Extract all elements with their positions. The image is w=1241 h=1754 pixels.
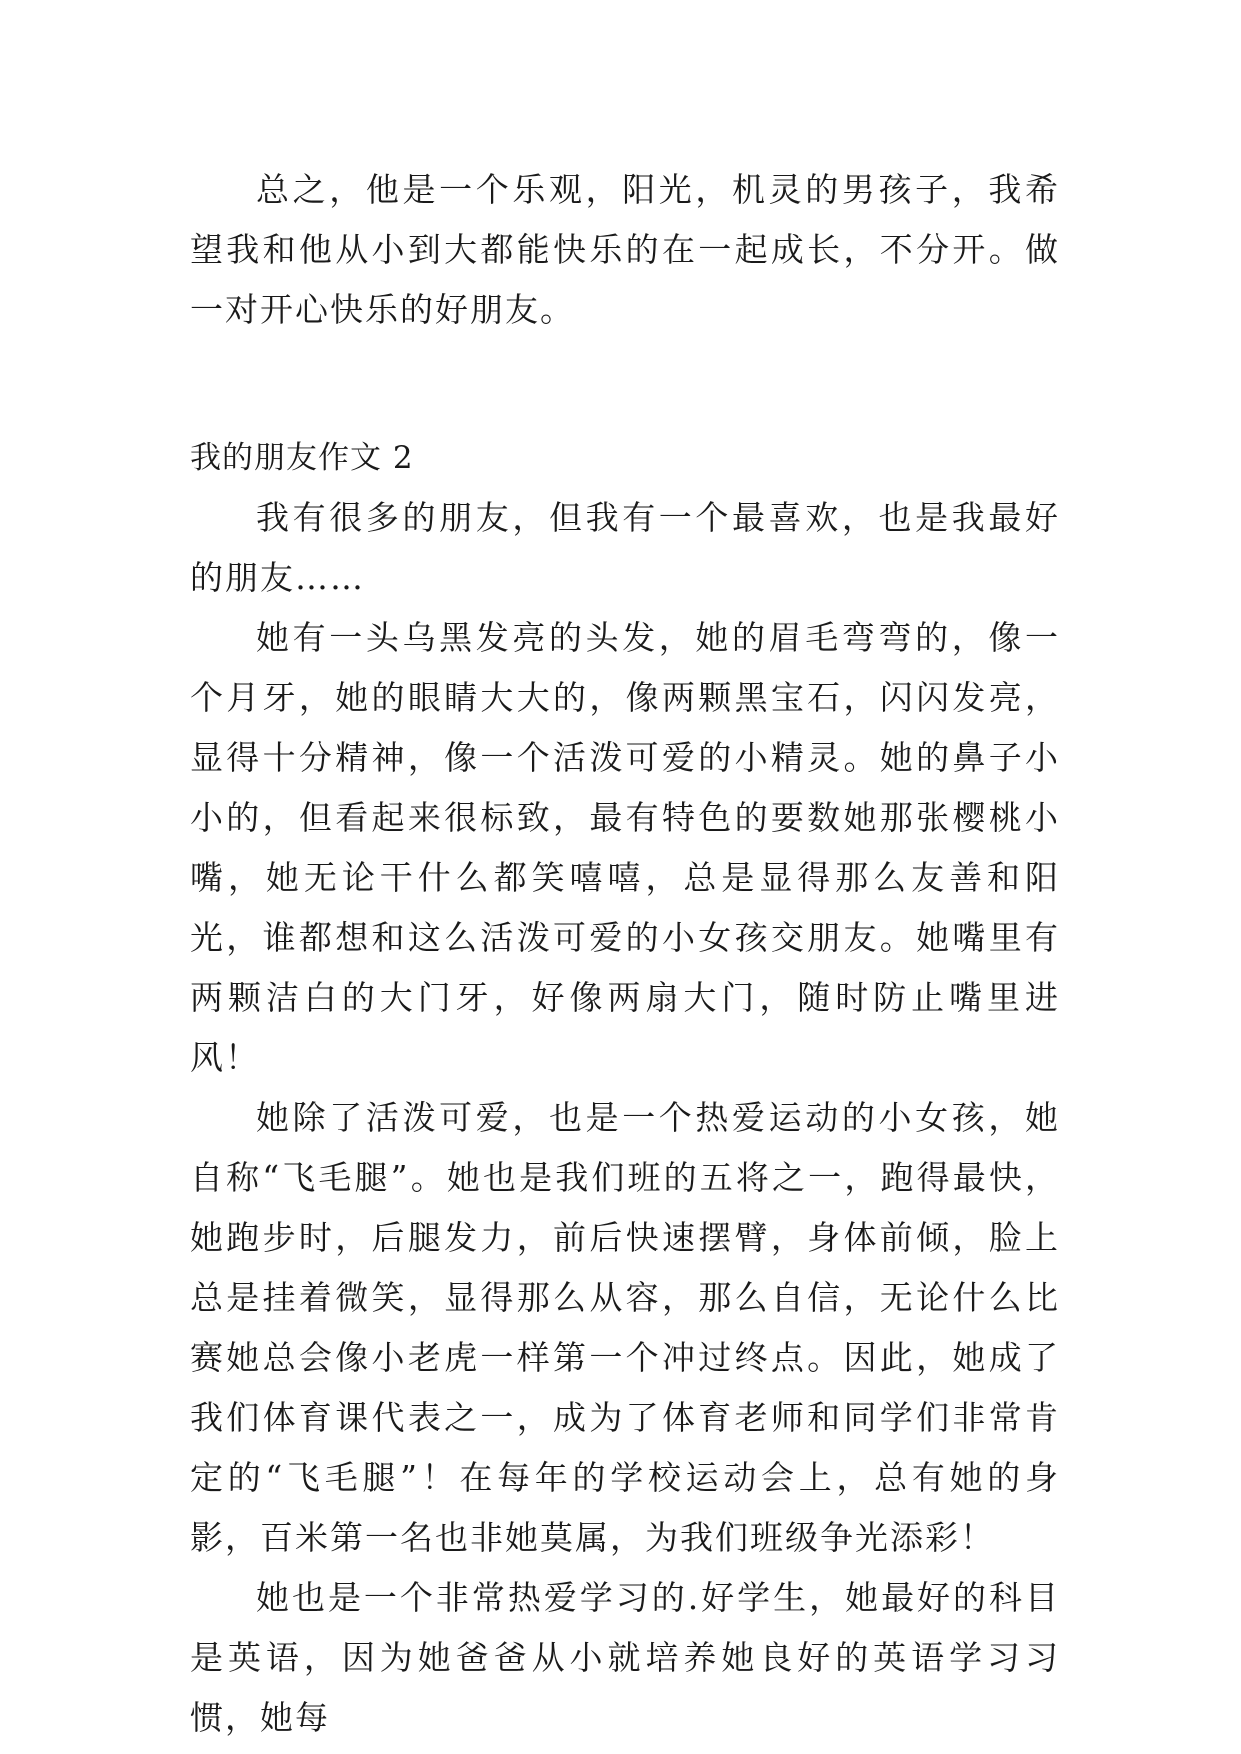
document-page (190, 160, 1060, 1748)
paragraph-spacer (190, 340, 1060, 428)
intro-paragraph: 总之，他是一个乐观，阳光，机灵的男孩子，我希望我和他从小到大都能快乐的在一起成长，不分开。做一对开心快乐的好朋友。 (190, 170, 1060, 329)
body-paragraph-1: 我有很多的朋友，但我有一个最喜欢，也是我最好的朋友…… (190, 498, 1060, 597)
body-paragraph-4: 她也是一个非常热爱学习的.好学生，她最好的科目是英语，因为她爸爸从小就培养她良好的英语学习习惯，她每 (190, 1578, 1060, 1737)
body-paragraph-2: 她有一头乌黑发亮的头发，她的眉毛弯弯的，像一个月牙，她的眼睛大大的，像两颗黑宝石，闪闪发亮，显得十分精神，像一个活泼可爱的小精灵。她的鼻子小小的，但看起来很标致，最有特色的要数她那张樱桃小嘴，她无论干什么都笑嘻嘻，总是显得那么友善和阳光，谁都想和这么活泼可爱的小女孩交朋友。她嘴里有两颗洁白的大门牙，好像两扇大门，随时防止嘴里进风！ (190, 618, 1060, 1077)
body-paragraph-3: 她除了活泼可爱，也是一个热爱运动的小女孩，她自称“飞毛腿”。她也是我们班的五将之一，跑得最快，她跑步时，后腿发力，前后快速摆臂，身体前倾，脸上总是挂着微笑，显得那么从容，那么自信，无论什么比赛她总会像小老虎一样第一个冲过终点。因此，她成了我们体育课代表之一，成为了体育老师和同学们非常肯定的“飞毛腿”！在每年的学校运动会上，总有她的身影，百米第一名也非她莫属，为我们班级争光添彩！ (190, 1098, 1060, 1557)
section-title: 我的朋友作文 2 (190, 440, 414, 476)
